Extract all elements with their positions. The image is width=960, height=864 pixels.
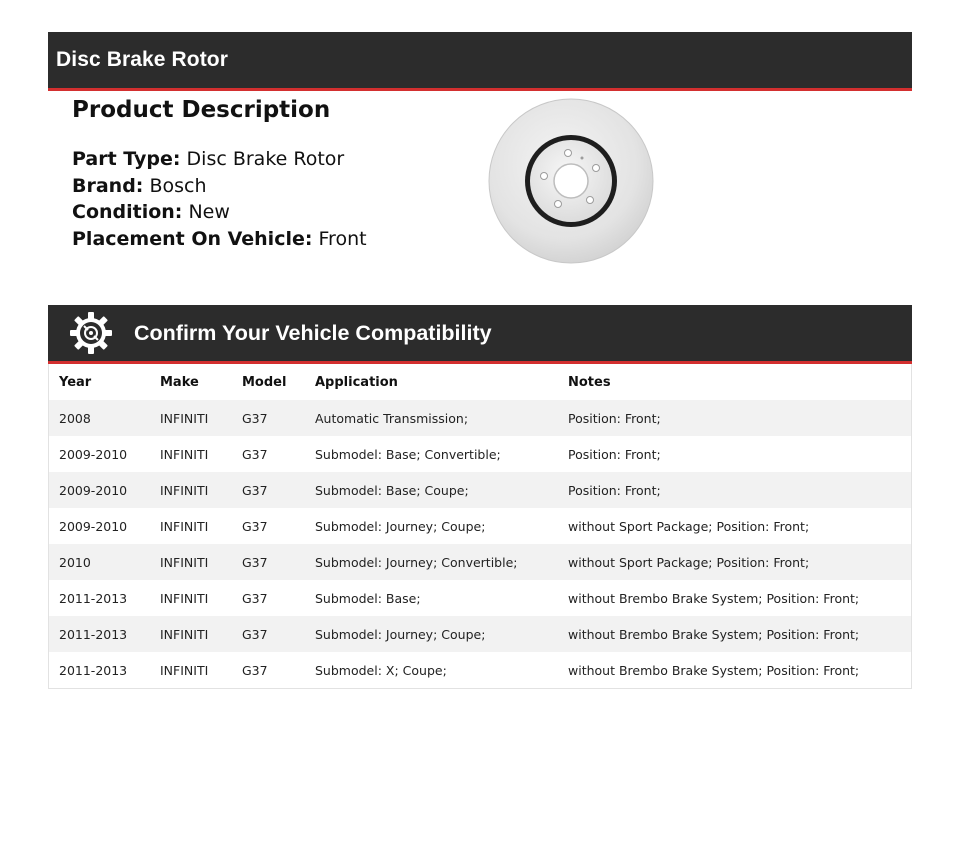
cell-make: INFINITI: [160, 662, 209, 678]
gear-icon: [69, 311, 113, 355]
spec-value: New: [188, 201, 230, 223]
cell-model: G37: [242, 410, 268, 426]
table-row: [49, 472, 912, 508]
product-specs: [72, 97, 367, 252]
spec-placement: [72, 226, 367, 253]
table-row: [49, 652, 912, 689]
product-title: Disc Brake Rotor: [56, 48, 228, 71]
table-row: [49, 508, 912, 544]
cell-make: INFINITI: [160, 446, 209, 462]
product-description-section: [48, 91, 912, 305]
cell-notes: Position: Front;: [568, 446, 661, 462]
cell-year: 2011-2013: [59, 590, 128, 606]
cell-notes: without Sport Package; Position: Front;: [568, 518, 810, 534]
cell-application: Submodel: Journey; Coupe;: [315, 518, 486, 534]
product-title-bar: [48, 32, 912, 91]
cell-year: 2011-2013: [59, 662, 128, 678]
cell-make: INFINITI: [160, 626, 209, 642]
column-header-make: Make: [160, 374, 199, 390]
column-header-notes: Notes: [568, 374, 611, 390]
cell-make: INFINITI: [160, 590, 209, 606]
table-header-row: [49, 364, 912, 400]
table-row: [49, 580, 912, 616]
compatibility-bar: [48, 305, 912, 364]
table-row: [49, 436, 912, 472]
cell-year: 2010: [59, 554, 91, 570]
spec-label: Brand:: [72, 174, 144, 197]
cell-year: 2009-2010: [59, 446, 128, 462]
cell-application: Submodel: Journey; Coupe;: [315, 626, 486, 642]
table-row: [49, 400, 912, 436]
cell-model: G37: [242, 482, 268, 498]
cell-model: G37: [242, 518, 268, 534]
cell-model: G37: [242, 662, 268, 678]
cell-application: Submodel: Journey; Convertible;: [315, 554, 518, 570]
cell-year: 2011-2013: [59, 626, 128, 642]
cell-year: 2009-2010: [59, 482, 128, 498]
cell-year: 2008: [59, 410, 91, 426]
brake-rotor-icon: [488, 98, 654, 264]
table-row: [49, 544, 912, 580]
spec-label: Part Type:: [72, 148, 181, 170]
cell-notes: without Brembo Brake System; Position: Front;: [568, 626, 860, 642]
spec-brand: [72, 173, 367, 200]
column-header-model: Model: [242, 374, 287, 390]
cell-model: G37: [242, 446, 268, 462]
cell-notes: without Brembo Brake System; Position: Front;: [568, 590, 860, 606]
cell-make: INFINITI: [160, 518, 209, 534]
cell-make: INFINITI: [160, 410, 209, 426]
cell-application: Submodel: Base;: [315, 590, 421, 606]
spec-value: Front: [318, 227, 367, 250]
cell-model: G37: [242, 590, 268, 606]
cell-notes: without Sport Package; Position: Front;: [568, 554, 810, 570]
cell-application: Submodel: Base; Coupe;: [315, 482, 469, 498]
cell-notes: without Brembo Brake System; Position: Front;: [568, 662, 860, 678]
cell-application: Submodel: X; Coupe;: [315, 662, 447, 678]
spec-condition: [72, 199, 367, 226]
compatibility-title: Confirm Your Vehicle Compatibility: [134, 320, 492, 345]
compatibility-table: [48, 364, 912, 689]
spec-label: Placement On Vehicle:: [72, 227, 313, 250]
product-page: [48, 32, 912, 689]
cell-notes: Position: Front;: [568, 410, 661, 426]
cell-make: INFINITI: [160, 554, 209, 570]
cell-year: 2009-2010: [59, 518, 128, 534]
cell-make: INFINITI: [160, 482, 209, 498]
column-header-year: Year: [59, 374, 92, 390]
spec-label: Condition:: [72, 201, 183, 223]
cell-model: G37: [242, 554, 268, 570]
description-heading: Product Description: [72, 97, 331, 123]
spec-value: Disc Brake Rotor: [186, 148, 345, 170]
cell-model: G37: [242, 626, 268, 642]
cell-notes: Position: Front;: [568, 482, 661, 498]
cell-application: Submodel: Base; Convertible;: [315, 446, 501, 462]
cell-application: Automatic Transmission;: [315, 410, 469, 426]
spec-part-type: [72, 146, 367, 173]
spec-value: Bosch: [149, 174, 207, 197]
column-header-application: Application: [315, 374, 398, 390]
table-row: [49, 616, 912, 652]
